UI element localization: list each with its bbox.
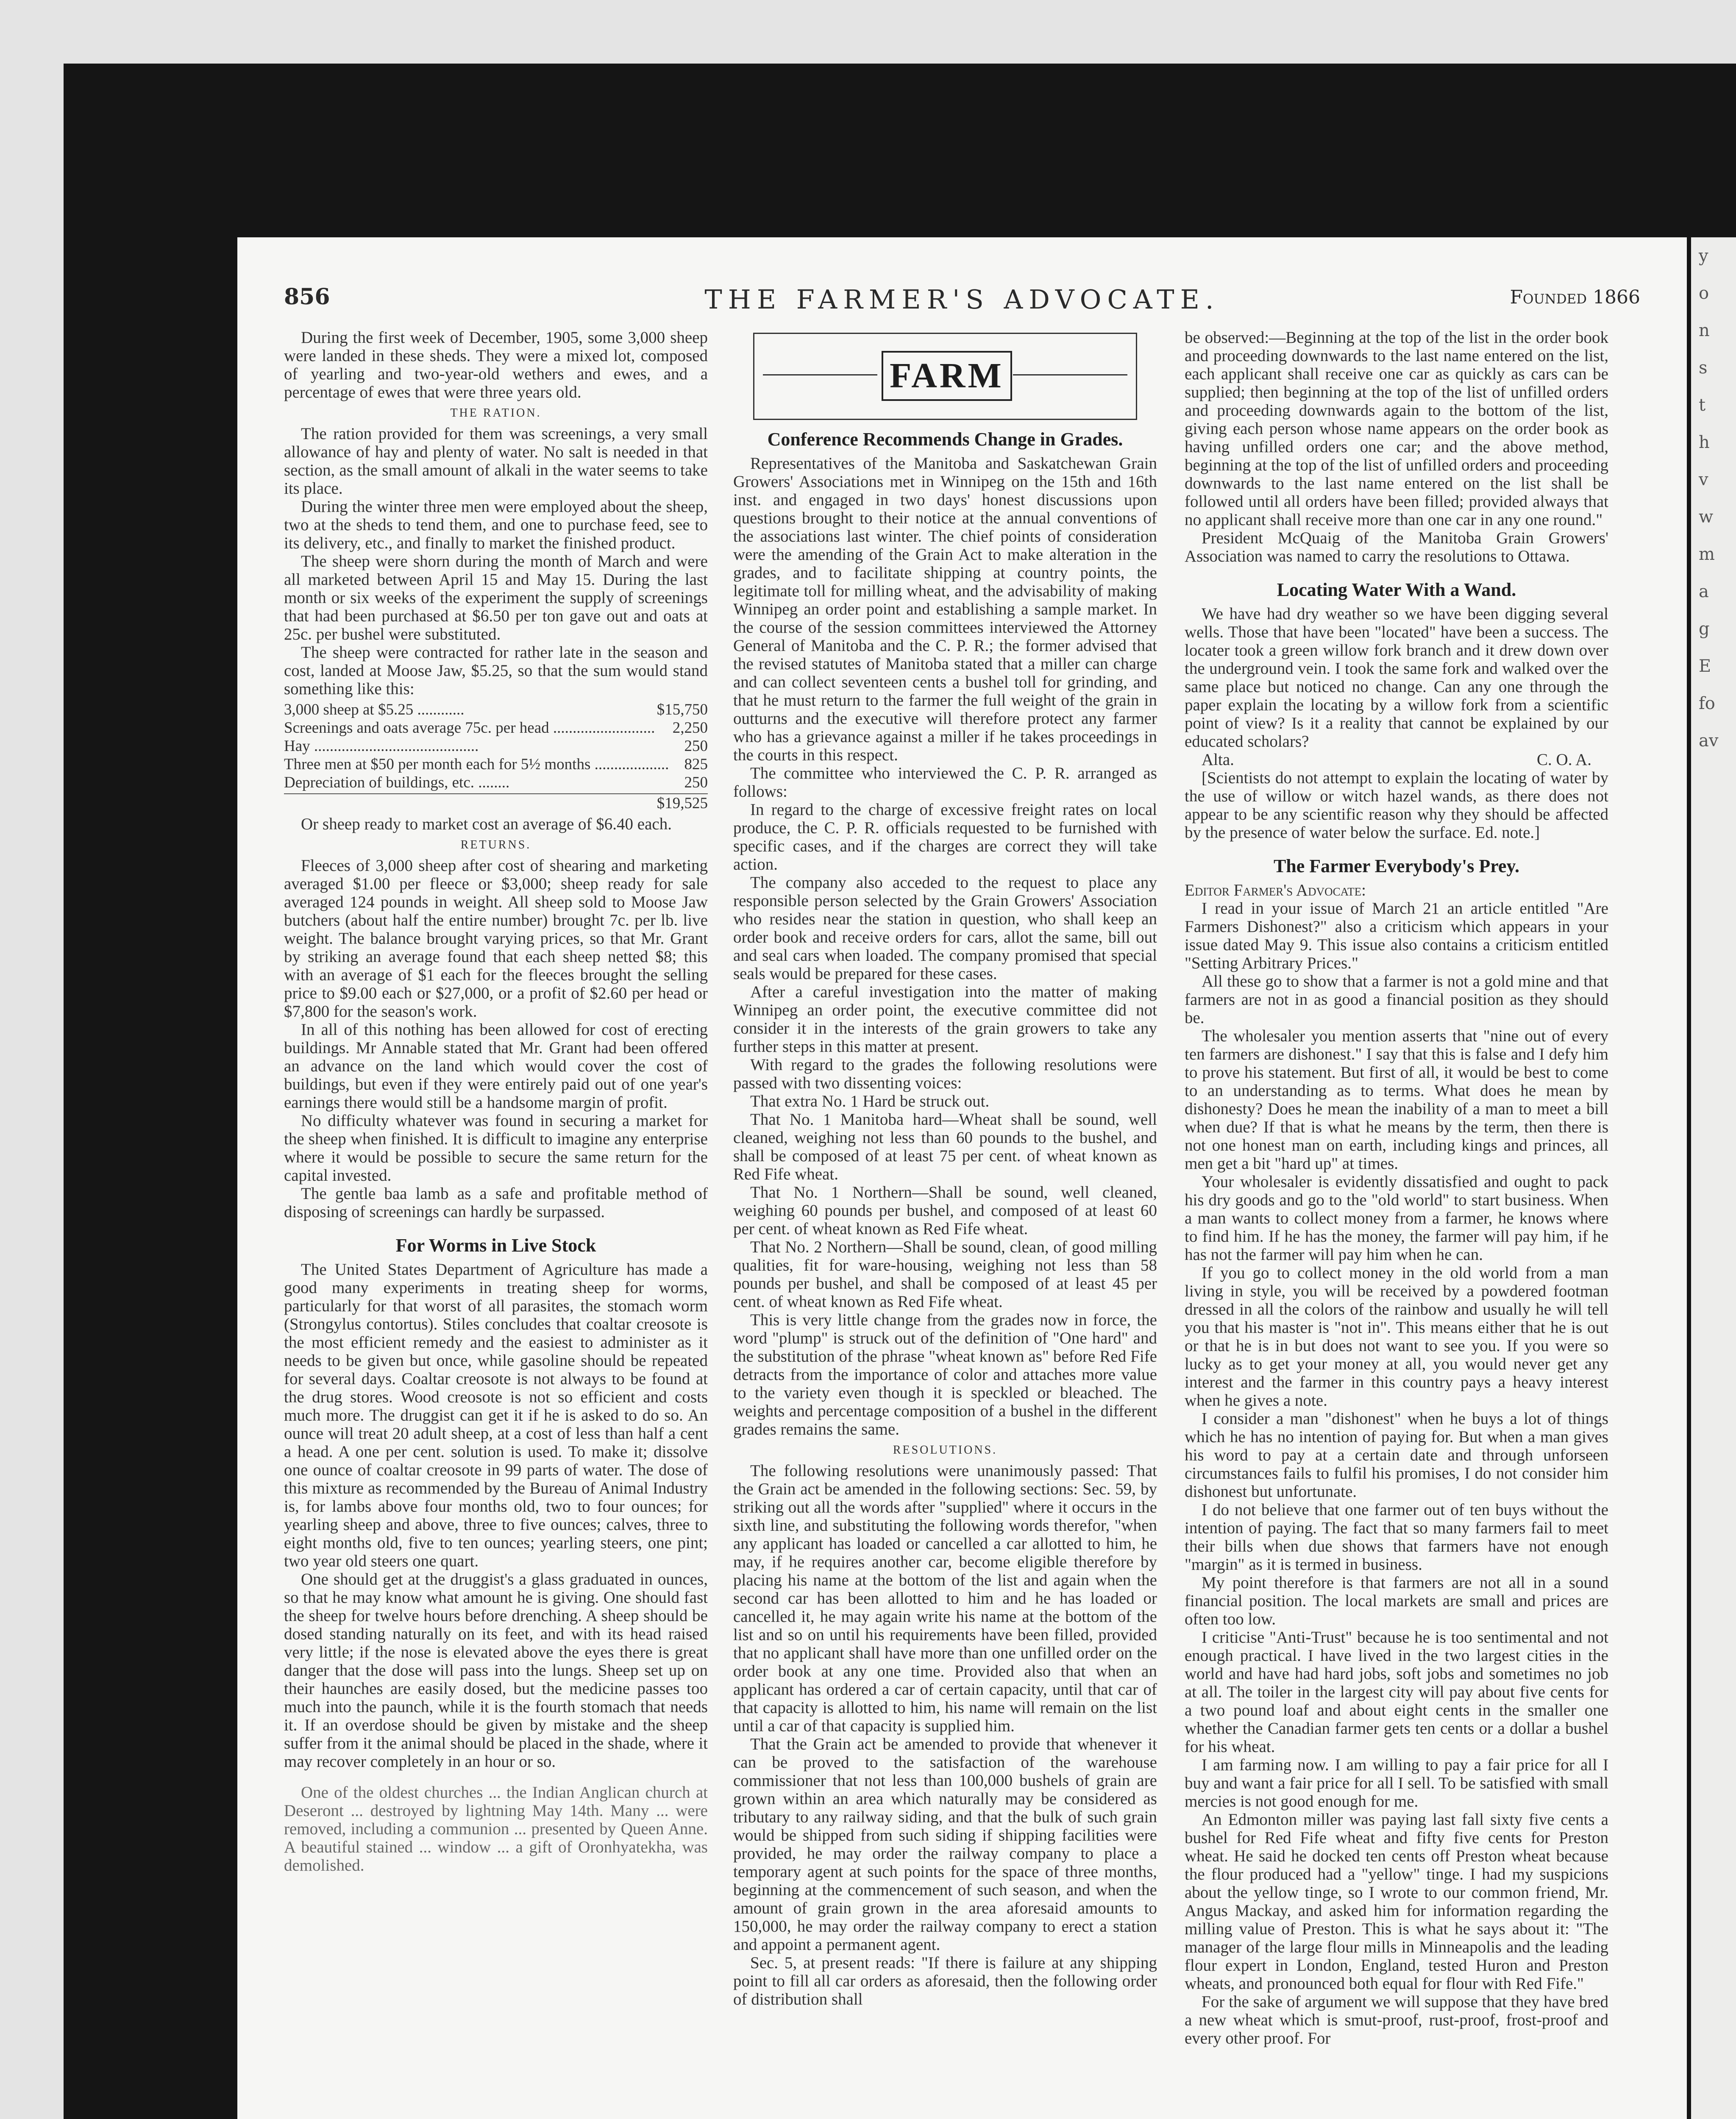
margin-fragment: w bbox=[1699, 507, 1714, 527]
cost-row bbox=[284, 719, 708, 737]
prey-paragraph: For the sake of argument we will suppose that they have bred a new wheat which is smut-proof, rust-proof, frost-proof and every other proof. For bbox=[1185, 1993, 1608, 2047]
cost-total: $19,525 bbox=[657, 795, 708, 812]
ration-paragraph: The ration provided for them was screenings, a very small allowance of hay and plenty of water. No salt is needed in that section, as the small amount of alkali in the water seems to take its place. bbox=[284, 425, 708, 498]
margin-fragment: n bbox=[1699, 321, 1710, 340]
resolutions-paragraph: Sec. 5, at present reads: "If there is failure at any shipping point to fill all car orders as aforesaid, then the following order of distribution shall bbox=[733, 1954, 1157, 2008]
wand-article-title: Locating Water With a Wand. bbox=[1277, 579, 1516, 600]
prey-paragraph: My point therefore is that farmers are not all in a sound financial position. The local markets are small and prices are often too low. bbox=[1185, 1574, 1608, 1628]
conference-paragraph: That extra No. 1 Hard be struck out. bbox=[750, 1092, 990, 1110]
prey-paragraph: I am farming now. I am willing to pay a fair price for all I buy and want a fair price for all I sell. To be satisfied with small mercies is not good enough for me. bbox=[1185, 1756, 1608, 1810]
prey-paragraph: The wholesaler you mention asserts that "nine out of every ten farmers are dishonest." I say that this is false and I defy him to prove his statement. But first of all, it would be best to come to an understanding as to terms. What does he mean by dishonesty? Does he mean the inability of a man to meet a bill when due? If that is what he means by the term, then there is not one honest man on earth, including kings and princes, all men get a bit "hard up" at times. bbox=[1185, 1027, 1608, 1173]
prey-paragraph: An Edmonton miller was paying last fall sixty five cents a bushel for Red Fife wheat and fifty five cents for Preston wheat. He said he docked ten cents off Preston wheat because the flour produced had a "yellow" tinge. I had my suspicions about the yellow tinge, so I wrote to our common friend, Mr. Angus Mackay, and asked him for information regarding the milling value of Preston. This is what he says about it: "The manager of the large flour mills in Minneapolis and the leading flour expert in London, England, tested Huron and Preston wheats, and pronounced both equal for flour with Red Fife." bbox=[1185, 1810, 1608, 1993]
returns-paragraph: Fleeces of 3,000 sheep after cost of shearing and marketing averaged $1.00 per fleece or $3,000; sheep ready for sale averaged 124 pounds in weight. All sheep sold to Moose Jaw butchers (about half the entire number) brought 7c. per lb. live weight. The balance brought varying prices, so that Mr. Grant by striking an average found that each sheep netted $8; this with an average of $1 each for the fleeces brought the selling price to $9.00 each or $27,000, or a profit of $2.60 per head or $7,800 for the season's work. bbox=[284, 856, 708, 1021]
founded-line: Founded 1866 bbox=[1510, 286, 1640, 308]
prey-paragraph: I criticise "Anti-Trust" because he is too sentimental and not enough practical. I have lived in the two largest cities in the world and have had hard jobs, soft jobs and sometimes no job at all. The toiler in the largest city will pay about five cents for a two pound loaf and about eight cents in the smaller one whether the Canadian farmer gets ten cents or a dollar a bushel for his wheat. bbox=[1185, 1628, 1608, 1756]
column-3 bbox=[1185, 328, 1608, 2119]
prey-article-title: The Farmer Everybody's Prey. bbox=[1273, 856, 1520, 876]
margin-fragment: y bbox=[1699, 246, 1708, 266]
page-header bbox=[284, 284, 1640, 318]
cost-label: Screenings and oats average 75c. per head .......................... bbox=[284, 719, 655, 737]
ration-paragraph: The sheep were shorn during the month of March and were all marketed between April 15 and May 15. During the last month or six weeks of the experiment the supply of screenings that had been purchased at $6.50 per ton gave out and oats at 25c. per bushel were substituted. bbox=[284, 552, 708, 643]
farm-section-banner bbox=[753, 333, 1137, 420]
margin-fragment: m bbox=[1699, 545, 1715, 564]
margin-fragment: g bbox=[1699, 619, 1710, 639]
page-number: 856 bbox=[284, 284, 330, 310]
conference-article-title: Conference Recommends Change in Grades. bbox=[767, 429, 1123, 450]
conference-paragraph: That No. 1 Manitoba hard—Wheat shall be sound, well cleaned, weighing not less than 60 pounds to the bushel, and shall be composed of at least 75 per cent. of wheat known as Red Fife wheat. bbox=[733, 1110, 1157, 1183]
cost-total-row bbox=[284, 793, 708, 812]
prey-paragraph: I consider a man "dishonest" when he buys a lot of things which he has no intention of paying for. But when a man gives his word to pay at a certain date and through unforseen circumstances fails to fulfil his promises, I do not consider him dishonest but unfortunate. bbox=[1185, 1410, 1608, 1501]
conference-paragraph: The committee who interviewed the C. P. R. arranged as follows: bbox=[733, 764, 1157, 801]
masthead: THE FARMER'S ADVOCATE. bbox=[704, 284, 1220, 315]
average-cost-paragraph: Or sheep ready to market cost an average of $6.40 each. bbox=[301, 815, 672, 833]
cost-label: Three men at $50 per month each for 5½ months ................... bbox=[284, 756, 669, 773]
cost-row bbox=[284, 773, 708, 792]
cost-value: 250 bbox=[684, 774, 708, 791]
conference-paragraph: With regard to the grades the following resolutions were passed with two dissenting voices: bbox=[733, 1056, 1157, 1092]
resolutions-heading: RESOLUTIONS. bbox=[893, 1443, 998, 1457]
returns-paragraph: In all of this nothing has been allowed for cost of erecting buildings. Mr Annable stated that Mr. Grant had been offered an advance on the land which would cover the cost of buildings, but even if they were entirely paid out of one year's earnings there would still be a handsome margin of profit. bbox=[284, 1021, 708, 1112]
newspaper-page bbox=[237, 237, 1687, 2119]
wand-editor-note: [Scientists do not attempt to explain the locating of water by the use of willow or witch hazel wands, as there does not appear to be any scientific reason why they should be affected by the presence of water below the surface. Ed. note.] bbox=[1185, 769, 1608, 842]
resolutions-paragraph: That the Grain act be amended to provide that whenever it can be proved to the satisfaction of the warehouse commissioner that not less than 100,000 bushels of grain are grown within an area which naturally may be considered as tributary to any railway siding, and that the bulk of such grain would be shipped from such siding if shipping facilities were provided, he may order the railway company to place a temporary agent at such points for the space of three months, beginning at the commencement of such season, and when the amount of grain grown in the area aforesaid amounts to 150,000, he may order the railway company to erect a station and appoint a permanent agent. bbox=[733, 1735, 1157, 1954]
cost-row bbox=[284, 755, 708, 773]
wand-signature bbox=[1185, 751, 1608, 769]
president-paragraph: President McQuaig of the Manitoba Grain Growers' Association was named to carry the resolutions to Ottawa. bbox=[1185, 529, 1608, 565]
prey-paragraph: Your wholesaler is evidently dissatisfied and ought to pack his dry goods and go to the "old world" to start business. When a man wants to collect money from a farmer, he knows where to find him. If he has the money, the farmer will pay him, if he has not the farmer will pay him when he can. bbox=[1185, 1173, 1608, 1264]
cost-value: 825 bbox=[684, 756, 708, 773]
worms-paragraph: The United States Department of Agriculture has made a good many experiments in treating sheep for worms, particularly for that worst of all parasites, the stomach worm (Strongylus contortus). Stiles concludes that coaltar creosote is the most efficient remedy and the easiest to administer as it needs to be given but once, while gasoline should be repeated for several days. Coaltar creosote is not always to be found at the drug stores. Wood creosote is not so efficient and costs much more. The druggist can get it if he is asked to do so. An ounce will treat 20 adult sheep, at a cost of less than half a cent a head. A one per cent. solution is used. To make it; dissolve one ounce of coaltar creosote in 99 parts of water. The dose of this mixture as recommended by the Bureau of Animal Industry is, for lambs above four months old, two to four ounces; for yearling sheep and above, three to five ounces; calves, three to eight months old, five to ten ounces; yearling steers, one pint; two year old steers one quart. bbox=[284, 1260, 708, 1570]
ration-paragraph: During the winter three men were employed about the sheep, two at the sheds to tend them, and one to purchase feed, see to its delivery, etc., and finally to market the finished product. bbox=[284, 498, 708, 552]
returns-heading: RETURNS. bbox=[460, 838, 531, 851]
resolutions-paragraph: The following resolutions were unanimously passed: That the Grain act be amended in the following sections: Sec. 59, by striking out all the words after "supplied" where it occurs in the sixth line, and substituting the following words therefor, "when any applicant has loaded or cancelled a car allotted to him, he may, if he requires another car, become eligible therefore by placing his name at the bottom of the list and again when the second car has been allotted to him and he has loaded or cancelled it, he may again write his name at the bottom of the list and so on until his requirements have been filled, provided that no applicant shall have more than one unfilled order on the order book at any one time. Provided also that when an applicant has ordered a car of certain capacity, until that car of that capacity is allotted to him, his name will remain on the list until a car of that capacity is supplied him. bbox=[733, 1462, 1157, 1735]
conference-paragraph: That No. 2 Northern—Shall be sound, clean, of good milling qualities, fit for ware-housing, weighing not less than 58 pounds per bushel, and shall be composed of at least 45 per cent. of wheat known as Red Fife wheat. bbox=[733, 1238, 1157, 1311]
margin-fragment: t bbox=[1699, 395, 1706, 415]
intro-paragraph: During the first week of December, 1905, some 3,000 sheep were landed in these sheds. They were a mixed lot, composed of yearling and two-year-old wethers and ewes, and a percentage of ewes that were three years old. bbox=[284, 328, 708, 401]
margin-fragment: s bbox=[1699, 358, 1708, 378]
cost-value: 250 bbox=[684, 737, 708, 755]
prey-paragraph: I do not believe that one farmer out of ten buys without the intention of paying. The fact that so many farmers fail to meet their bills when due shows that farmers have not enough "margin" as it is termed in business. bbox=[1185, 1501, 1608, 1574]
banner-rule-right bbox=[1013, 374, 1127, 375]
cost-row bbox=[284, 701, 708, 719]
banner-rule-left bbox=[763, 374, 877, 375]
worms-article-title: For Worms in Live Stock bbox=[395, 1235, 596, 1256]
margin-fragment: E bbox=[1699, 656, 1711, 676]
margin-fragment: h bbox=[1699, 433, 1710, 452]
continued-paragraph: be observed:—Beginning at the top of the list in the order book and proceeding downwards to the last name entered on the list, each applicant shall receive one car as quickly as cars can be supplied; then beginning at the top of the list of unfilled orders and proceeding downwards again to the bottom of the list, giving each person whose name appears on the order book as having unfilled orders one car; and the above method, beginning at the top of the list of unfilled orders and proceeding downwards to the last name entered on the list shall be followed until all orders have been filled; provided always that no applicant shall receive more than one car in any one round." bbox=[1185, 328, 1608, 529]
church-paragraph: One of the oldest churches ... the Indian Anglican church at Deseront ... destroyed by lightning May 14th. Many ... were removed, including a communion ... presented by Queen Anne. A beautiful stained ... window ... a gift of Oronhyatekha, was demolished. bbox=[284, 1783, 708, 1874]
conference-paragraph: The company also acceded to the request to place any responsible person selected by the Grain Growers' Association who resides near the station in question, who shall keep an order book and receive orders for cars, allot the same, bill out and seal cars when loaded. The company promised that special seals would be prepared for these cases. bbox=[733, 873, 1157, 983]
conference-paragraph: In regard to the charge of excessive freight rates on local produce, the C. P. R. officials requested to be furnished with specific cases, and if the charges are correct they will take action. bbox=[733, 801, 1157, 873]
prey-paragraph: I read in your issue of March 21 an article entitled "Are Farmers Dishonest?" also a criticism which appears in your issue dated May 9. This issue also contains a criticism entitled "Setting Arbitrary Prices." bbox=[1185, 899, 1608, 972]
returns-paragraph: The gentle baa lamb as a safe and profitable method of disposing of screenings can hardly be surpassed. bbox=[284, 1185, 708, 1221]
conference-paragraph: After a careful investigation into the matter of making Winnipeg an order point, the executive committee did not consider it in the interests of the grain growers to take any further steps in this matter at present. bbox=[733, 983, 1157, 1056]
cost-label: Hay .......................................... bbox=[284, 737, 479, 755]
margin-fragment: a bbox=[1699, 582, 1709, 601]
wand-sign-place: Alta. bbox=[1202, 751, 1234, 769]
cost-label: 3,000 sheep at $5.25 ............ bbox=[284, 701, 465, 718]
margin-fragment: fo bbox=[1699, 694, 1715, 713]
conference-paragraph: This is very little change from the grades now in force, the word "plump" is struck out of the definition of "One hard" and the substitution of the phrase "wheat known as" before Red Fife detracts from the importance of color and attaches more value to the variety even though it is speckled or bleached. The weights and percentage composition of a bushel in the different grades remains the same. bbox=[733, 1311, 1157, 1438]
worms-paragraph: One should get at the druggist's a glass graduated in ounces, so that he may know what amount he is giving. One should fast the sheep for twelve hours before drenching. A sheep should be dosed standing naturally on its feet, and with its head raised very little; if the nose is elevated above the eyes there is great danger that the dose will pass into the lungs. Sheep set up on their haunches are easily dosed, but the medicine passes too much into the paunch, while it is the fourth stomach that needs it. If an overdose should be given by mistake and the sheep suffer from it the animal should be placed in the shade, where it may recover completely in an hour or so. bbox=[284, 1570, 708, 1771]
prey-editor-line: Editor Farmer's Advocate: bbox=[1185, 881, 1366, 899]
conference-paragraph: Representatives of the Manitoba and Saskatchewan Grain Growers' Associations met in Winnipeg on the 15th and 16th inst. and engaged in two days' honest discussions upon questions brought to their notice at the annual conventions of the associations last winter. The chief points of consideration were the amending of the Grain Act to make alteration in the grades, and to facilitate shipping at country points, the legitimate toll for milling wheat, and the advisability of making Winnipeg an order point and establishing a sample market. In the course of the session committees interviewed the Attorney General of Manitoba and the C. P. R.; the former advised that the revised statutes of Manitoba stated that a miller can charge and can collect seventeen cents a bushel toll for grinding, and that he must return to the farmer the full weight of the grain in outturns and the executive will therefore protect any farmer who has a grievance against a miller if he takes proceedings in the courts in this respect. bbox=[733, 454, 1157, 764]
ration-heading: THE RATION. bbox=[450, 406, 542, 420]
cost-row bbox=[284, 737, 708, 755]
conference-paragraph: That No. 1 Northern—Shall be sound, well cleaned, weighing 60 pounds per bushel, and composed of at least 60 per cent. of wheat known as Red Fife wheat. bbox=[733, 1183, 1157, 1238]
cost-value: 2,250 bbox=[672, 719, 708, 737]
prey-paragraph: All these go to show that a farmer is not a gold mine and that farmers are not in as good a financial position as they should be. bbox=[1185, 972, 1608, 1027]
wand-sign-initials: C. O. A. bbox=[1537, 751, 1591, 769]
margin-fragment: v bbox=[1699, 470, 1708, 489]
column-1 bbox=[284, 328, 708, 2119]
cost-value: $15,750 bbox=[657, 701, 708, 718]
column-2 bbox=[733, 328, 1157, 2119]
adjacent-page-margin bbox=[1691, 237, 1736, 2119]
returns-paragraph: No difficulty whatever was found in securing a market for the sheep when finished. It is difficult to imagine any enterprise where it would be possible to secure the same return for the capital invested. bbox=[284, 1112, 708, 1185]
cost-table bbox=[284, 701, 708, 812]
ration-paragraph: The sheep were contracted for rather late in the season and cost, landed at Moose Jaw, $5.25, so that the sum would stand something like this: bbox=[284, 643, 708, 698]
cost-label: Depreciation of buildings, etc. ........ bbox=[284, 774, 510, 791]
prey-paragraph: If you go to collect money in the old world from a man living in style, you will be received by a powdered footman dressed in all the colors of the rainbow and usually he will tell you that his master is "not in". This means either that he is out or that he is in but does not want to see you. If you were so lucky as to get your money at all, you would never get any interest and the farmer in this country pays a heavy interest when he gives a note. bbox=[1185, 1264, 1608, 1410]
wand-paragraph: We have had dry weather so we have been digging several wells. Those that have been "located" have been a success. The locater took a green willow fork branch and it drew down over the underground vein. I took the same fork and walked over the same place but noticed no change. Can any one through the paper explain the locating by a willow fork from a scientific point of view? Is it a reality that cannot be explained by our educated scholars? bbox=[1185, 605, 1608, 751]
margin-fragment: av bbox=[1699, 731, 1719, 751]
farm-section-label: FARM bbox=[882, 351, 1012, 401]
margin-fragment: o bbox=[1699, 284, 1709, 303]
